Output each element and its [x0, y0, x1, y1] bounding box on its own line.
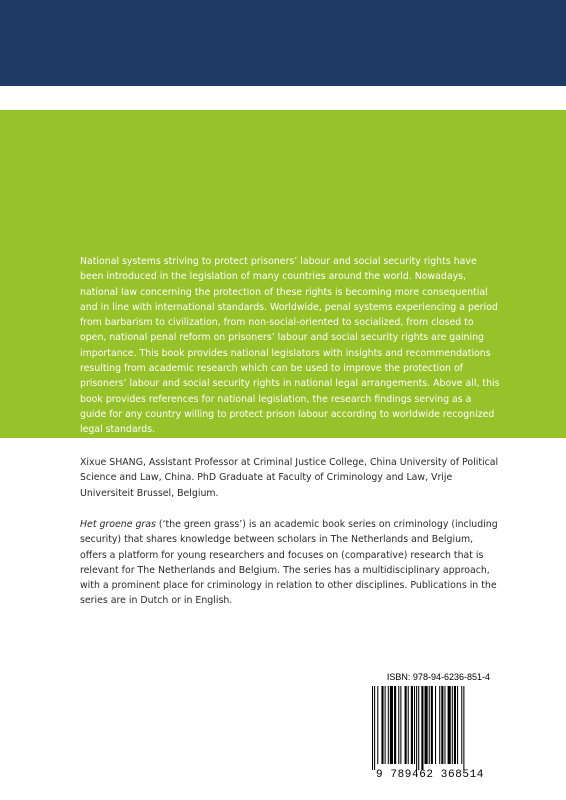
barcode-bar [418, 686, 419, 770]
barcode-bar [377, 686, 378, 764]
top-color-band [0, 0, 566, 86]
series-name: Het groene gras [80, 519, 156, 530]
barcode-bar [408, 686, 409, 764]
barcode-bar [435, 686, 436, 764]
isbn-barcode [370, 672, 490, 784]
barcode-bar [385, 686, 386, 764]
barcode-bar [452, 686, 453, 764]
barcode-bar [381, 686, 383, 764]
barcode-bar [457, 686, 458, 764]
barcode-bar [429, 686, 430, 764]
barcode-bar [398, 686, 399, 764]
barcode-bar [390, 686, 393, 764]
barcode-bar [444, 686, 445, 764]
isbn-label: ISBN: 978-94-6236-851-4 [386, 672, 490, 682]
book-synopsis: National systems striving to protect prisoners’ labour and social security rights have been introduced in the legislation of many countries around the world. Nowadays, national law concerning the protection of these rights is becoming more consequential and in line with international standards. Worldwide, penal systems experiencing a period from barbarism to civilization, from non-social-oriented to socialized, from closed to open, national penal reform on prisoners’ labour and social security rights are gaining importance. This book provides national legislators with insights and recommendations resulting from academic research which can be used to improve the protection of prisoners’ labour and social security rights in national legal arrangements. Above all, this book provides references for national legislation, the research findings serving as a guide for any country willing to protect prison labour according to worldwide recognized legal standards. [80, 256, 500, 436]
barcode-bar [374, 686, 375, 770]
barcode-bar [416, 686, 417, 770]
series-description-text: (‘the green grass’) is an academic book series on criminology (including security) that shares knowledge between scholars in The Netherlands and Belgium, offers a platform for young researchers and focuses on (comparative) research that is relevant for The Netherlands and Belgium. The series has a multidisciplinary approach, with a prominent place for criminology in relation to other disciplines. Publications in the series are in Dutch or in English. [80, 519, 498, 607]
barcode-bar [414, 686, 415, 764]
barcode-bar [425, 686, 428, 764]
barcode-bar [388, 686, 389, 764]
barcode-bar [400, 686, 401, 764]
barcode-bars [370, 686, 490, 770]
barcode-bar [411, 686, 413, 764]
barcode-bar [439, 686, 440, 764]
barcode-bar [463, 686, 464, 770]
barcode-digits: 9 789462 368514 [375, 769, 485, 781]
barcode-bar [372, 686, 373, 770]
barcode-bar [448, 686, 451, 764]
barcode-bar [461, 686, 462, 764]
barcode-bar [454, 686, 456, 764]
author-bio: Xixue SHANG, Assistant Professor at Criminal Justice College, China University of Political Science and Law, China. PhD Graduate at Faculty of Criminology and Law, Vrije Universiteit Brussel, Belgium. [80, 457, 499, 499]
barcode-bar [394, 686, 396, 764]
barcode-bar [441, 686, 443, 764]
series-description [80, 517, 500, 609]
barcode-bar [405, 686, 407, 764]
barcode-bar [421, 686, 423, 770]
barcode-bar [431, 686, 433, 764]
